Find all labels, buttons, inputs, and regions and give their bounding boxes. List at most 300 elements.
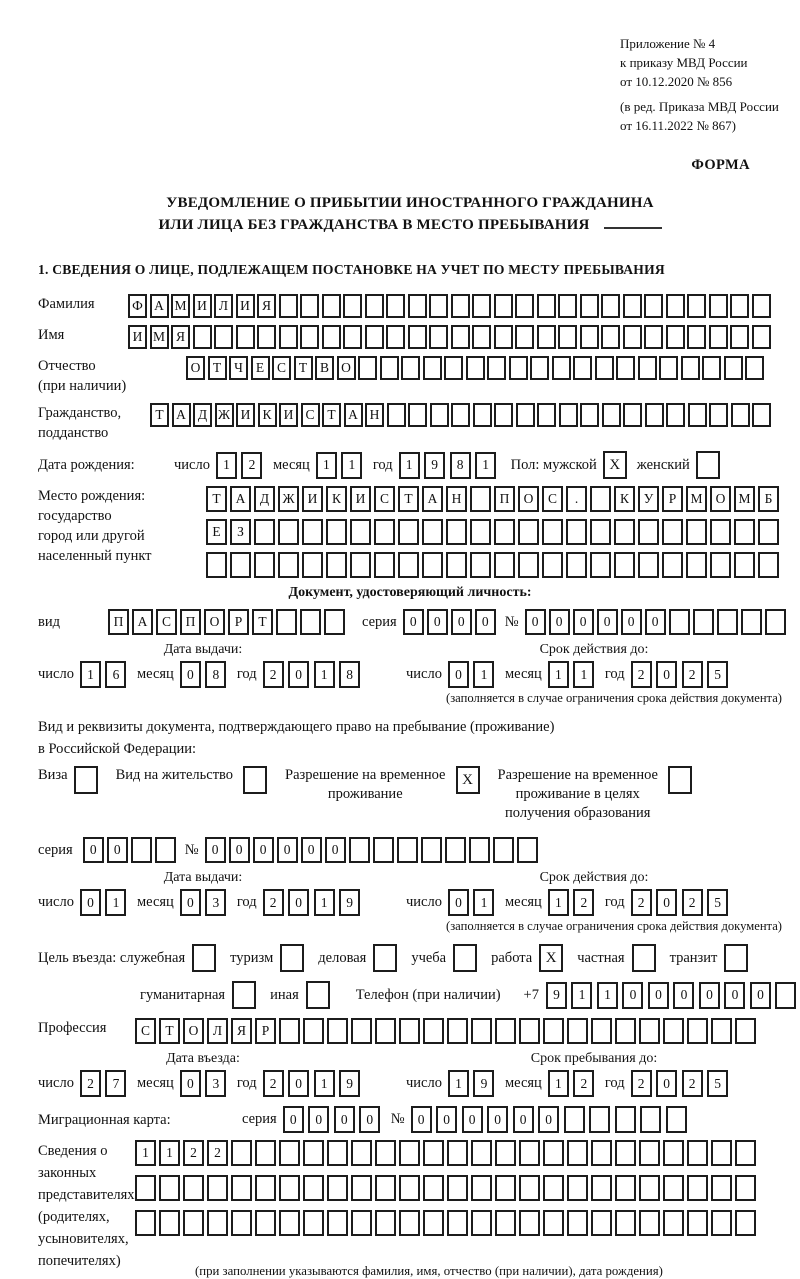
char-box[interactable] bbox=[399, 1018, 420, 1044]
checkbox-inaya[interactable] bbox=[306, 981, 330, 1009]
char-box[interactable] bbox=[735, 1210, 756, 1236]
char-box[interactable]: 2 bbox=[682, 661, 703, 688]
char-box[interactable]: Т bbox=[208, 356, 227, 380]
char-box[interactable] bbox=[155, 837, 176, 863]
char-box[interactable]: 2 bbox=[631, 1070, 652, 1097]
char-box[interactable]: 1 bbox=[548, 661, 569, 688]
char-box[interactable] bbox=[350, 519, 371, 545]
char-box[interactable]: 1 bbox=[159, 1140, 180, 1166]
char-box[interactable]: 0 bbox=[107, 837, 128, 863]
char-box[interactable]: 0 bbox=[549, 609, 570, 635]
char-box[interactable] bbox=[559, 403, 578, 427]
char-box[interactable] bbox=[640, 1106, 661, 1133]
char-box[interactable]: 1 bbox=[105, 889, 126, 916]
char-box[interactable]: 0 bbox=[699, 982, 720, 1009]
char-box[interactable]: Л bbox=[214, 294, 233, 318]
char-box[interactable]: 1 bbox=[548, 889, 569, 916]
char-box[interactable] bbox=[663, 1175, 684, 1201]
char-box[interactable] bbox=[303, 1210, 324, 1236]
char-box[interactable]: К bbox=[326, 486, 347, 512]
char-box[interactable]: 0 bbox=[288, 1070, 309, 1097]
char-box[interactable] bbox=[322, 325, 341, 349]
char-box[interactable] bbox=[639, 1175, 660, 1201]
char-box[interactable]: 0 bbox=[621, 609, 642, 635]
char-box[interactable] bbox=[300, 609, 321, 635]
char-box[interactable] bbox=[470, 552, 491, 578]
char-box[interactable] bbox=[423, 1140, 444, 1166]
char-box[interactable]: 7 bbox=[105, 1070, 126, 1097]
char-box[interactable]: . bbox=[566, 486, 587, 512]
char-box[interactable] bbox=[537, 294, 556, 318]
char-box[interactable] bbox=[343, 325, 362, 349]
char-box[interactable] bbox=[374, 552, 395, 578]
char-box[interactable] bbox=[735, 1175, 756, 1201]
char-box[interactable] bbox=[515, 294, 534, 318]
char-box[interactable]: 9 bbox=[546, 982, 567, 1009]
char-box[interactable]: М bbox=[150, 325, 169, 349]
char-box[interactable]: 1 bbox=[473, 889, 494, 916]
char-box[interactable] bbox=[589, 1106, 610, 1133]
char-box[interactable] bbox=[193, 325, 212, 349]
char-box[interactable]: 0 bbox=[525, 609, 546, 635]
char-box[interactable]: В bbox=[315, 356, 334, 380]
char-box[interactable] bbox=[303, 1175, 324, 1201]
char-box[interactable] bbox=[278, 519, 299, 545]
char-box[interactable] bbox=[303, 1018, 324, 1044]
char-box[interactable]: 0 bbox=[253, 837, 274, 863]
checkbox-chastnaya[interactable] bbox=[632, 944, 656, 972]
char-box[interactable]: 1 bbox=[475, 452, 496, 479]
char-box[interactable]: 1 bbox=[548, 1070, 569, 1097]
char-box[interactable] bbox=[207, 1210, 228, 1236]
char-box[interactable] bbox=[324, 609, 345, 635]
char-box[interactable] bbox=[214, 325, 233, 349]
char-box[interactable]: 0 bbox=[487, 1106, 508, 1133]
char-box[interactable]: 2 bbox=[80, 1070, 101, 1097]
char-box[interactable] bbox=[469, 837, 490, 863]
char-box[interactable] bbox=[758, 519, 779, 545]
char-box[interactable] bbox=[666, 403, 685, 427]
char-box[interactable] bbox=[734, 519, 755, 545]
char-box[interactable] bbox=[639, 1018, 660, 1044]
char-box[interactable]: И bbox=[279, 403, 298, 427]
char-box[interactable] bbox=[446, 552, 467, 578]
char-box[interactable] bbox=[530, 356, 549, 380]
char-box[interactable] bbox=[423, 1175, 444, 1201]
char-box[interactable]: 0 bbox=[656, 661, 677, 688]
char-box[interactable] bbox=[735, 1140, 756, 1166]
char-box[interactable] bbox=[558, 325, 577, 349]
char-box[interactable]: 3 bbox=[205, 889, 226, 916]
char-box[interactable]: 1 bbox=[341, 452, 362, 479]
char-box[interactable]: А bbox=[150, 294, 169, 318]
char-box[interactable] bbox=[580, 325, 599, 349]
char-box[interactable]: Я bbox=[171, 325, 190, 349]
char-box[interactable]: 0 bbox=[656, 1070, 677, 1097]
char-box[interactable] bbox=[343, 294, 362, 318]
char-box[interactable]: 8 bbox=[339, 661, 360, 688]
char-box[interactable] bbox=[602, 403, 621, 427]
char-box[interactable] bbox=[711, 1210, 732, 1236]
char-box[interactable] bbox=[447, 1140, 468, 1166]
char-box[interactable]: Н bbox=[365, 403, 384, 427]
char-box[interactable] bbox=[567, 1175, 588, 1201]
char-box[interactable] bbox=[471, 1175, 492, 1201]
char-box[interactable] bbox=[495, 1175, 516, 1201]
char-box[interactable] bbox=[327, 1140, 348, 1166]
char-box[interactable] bbox=[255, 1140, 276, 1166]
char-box[interactable] bbox=[159, 1175, 180, 1201]
char-box[interactable] bbox=[659, 356, 678, 380]
char-box[interactable] bbox=[135, 1175, 156, 1201]
char-box[interactable]: 0 bbox=[83, 837, 104, 863]
char-box[interactable] bbox=[451, 294, 470, 318]
char-box[interactable] bbox=[518, 519, 539, 545]
char-box[interactable]: 6 bbox=[105, 661, 126, 688]
char-box[interactable]: 2 bbox=[631, 661, 652, 688]
char-box[interactable] bbox=[279, 325, 298, 349]
char-box[interactable]: 1 bbox=[316, 452, 337, 479]
checkbox-ucheba[interactable] bbox=[453, 944, 477, 972]
char-box[interactable] bbox=[662, 519, 683, 545]
char-box[interactable] bbox=[542, 519, 563, 545]
char-box[interactable]: Е bbox=[251, 356, 270, 380]
char-box[interactable] bbox=[711, 1175, 732, 1201]
char-box[interactable] bbox=[471, 1210, 492, 1236]
char-box[interactable] bbox=[687, 1018, 708, 1044]
char-box[interactable] bbox=[495, 1210, 516, 1236]
char-box[interactable]: 0 bbox=[448, 889, 469, 916]
char-box[interactable] bbox=[638, 552, 659, 578]
char-box[interactable] bbox=[518, 552, 539, 578]
char-box[interactable]: 9 bbox=[473, 1070, 494, 1097]
char-box[interactable] bbox=[327, 1018, 348, 1044]
char-box[interactable] bbox=[590, 552, 611, 578]
char-box[interactable] bbox=[398, 552, 419, 578]
char-box[interactable] bbox=[429, 325, 448, 349]
char-box[interactable] bbox=[662, 552, 683, 578]
char-box[interactable]: И bbox=[236, 403, 255, 427]
char-box[interactable]: 1 bbox=[314, 889, 335, 916]
char-box[interactable] bbox=[693, 609, 714, 635]
char-box[interactable]: 1 bbox=[597, 982, 618, 1009]
char-box[interactable]: 0 bbox=[288, 661, 309, 688]
char-box[interactable] bbox=[421, 837, 442, 863]
checkbox-sluzhebnaya[interactable] bbox=[192, 944, 216, 972]
char-box[interactable] bbox=[566, 552, 587, 578]
char-box[interactable] bbox=[327, 1175, 348, 1201]
char-box[interactable] bbox=[638, 519, 659, 545]
char-box[interactable] bbox=[580, 294, 599, 318]
char-box[interactable] bbox=[472, 325, 491, 349]
char-box[interactable] bbox=[408, 325, 427, 349]
char-box[interactable] bbox=[567, 1210, 588, 1236]
char-box[interactable]: 0 bbox=[308, 1106, 329, 1133]
char-box[interactable]: И bbox=[302, 486, 323, 512]
char-box[interactable]: А bbox=[132, 609, 153, 635]
char-box[interactable]: О bbox=[337, 356, 356, 380]
char-box[interactable] bbox=[429, 294, 448, 318]
char-box[interactable]: 2 bbox=[241, 452, 262, 479]
char-box[interactable] bbox=[375, 1140, 396, 1166]
char-box[interactable]: П bbox=[108, 609, 129, 635]
char-box[interactable] bbox=[473, 403, 492, 427]
char-box[interactable] bbox=[487, 356, 506, 380]
char-box[interactable] bbox=[279, 1210, 300, 1236]
char-box[interactable]: 0 bbox=[538, 1106, 559, 1133]
char-box[interactable] bbox=[601, 294, 620, 318]
char-box[interactable] bbox=[731, 403, 750, 427]
char-box[interactable]: 2 bbox=[263, 889, 284, 916]
char-box[interactable] bbox=[495, 1018, 516, 1044]
char-box[interactable] bbox=[542, 552, 563, 578]
char-box[interactable] bbox=[638, 356, 657, 380]
char-box[interactable]: Ж bbox=[215, 403, 234, 427]
char-box[interactable] bbox=[687, 325, 706, 349]
char-box[interactable] bbox=[451, 403, 470, 427]
char-box[interactable] bbox=[451, 325, 470, 349]
char-box[interactable]: 0 bbox=[645, 609, 666, 635]
char-box[interactable] bbox=[322, 294, 341, 318]
char-box[interactable] bbox=[401, 356, 420, 380]
char-box[interactable] bbox=[711, 1018, 732, 1044]
checkbox-residence-permit[interactable] bbox=[243, 766, 267, 794]
char-box[interactable] bbox=[669, 609, 690, 635]
char-box[interactable]: И bbox=[193, 294, 212, 318]
char-box[interactable] bbox=[775, 982, 796, 1009]
char-box[interactable] bbox=[615, 1175, 636, 1201]
char-box[interactable] bbox=[615, 1018, 636, 1044]
char-box[interactable] bbox=[375, 1018, 396, 1044]
checkbox-tranzit[interactable] bbox=[724, 944, 748, 972]
char-box[interactable] bbox=[687, 1175, 708, 1201]
char-box[interactable] bbox=[623, 325, 642, 349]
char-box[interactable]: 0 bbox=[180, 1070, 201, 1097]
char-box[interactable] bbox=[231, 1175, 252, 1201]
char-box[interactable]: 0 bbox=[475, 609, 496, 635]
char-box[interactable] bbox=[278, 552, 299, 578]
char-box[interactable]: Я bbox=[231, 1018, 252, 1044]
char-box[interactable]: И bbox=[128, 325, 147, 349]
char-box[interactable] bbox=[399, 1140, 420, 1166]
char-box[interactable] bbox=[687, 1210, 708, 1236]
char-box[interactable] bbox=[254, 552, 275, 578]
char-box[interactable]: 0 bbox=[180, 661, 201, 688]
char-box[interactable] bbox=[303, 1140, 324, 1166]
char-box[interactable]: Т bbox=[322, 403, 341, 427]
char-box[interactable] bbox=[447, 1175, 468, 1201]
char-box[interactable] bbox=[564, 1106, 585, 1133]
char-box[interactable] bbox=[230, 552, 251, 578]
char-box[interactable] bbox=[257, 325, 276, 349]
char-box[interactable] bbox=[752, 294, 771, 318]
char-box[interactable] bbox=[349, 837, 370, 863]
char-box[interactable]: П bbox=[494, 486, 515, 512]
char-box[interactable] bbox=[231, 1140, 252, 1166]
char-box[interactable] bbox=[537, 403, 556, 427]
char-box[interactable]: Н bbox=[446, 486, 467, 512]
char-box[interactable] bbox=[387, 403, 406, 427]
char-box[interactable]: М bbox=[171, 294, 190, 318]
char-box[interactable] bbox=[494, 403, 513, 427]
char-box[interactable] bbox=[494, 294, 513, 318]
char-box[interactable]: 0 bbox=[229, 837, 250, 863]
char-box[interactable] bbox=[386, 325, 405, 349]
char-box[interactable] bbox=[351, 1210, 372, 1236]
char-box[interactable] bbox=[375, 1175, 396, 1201]
char-box[interactable] bbox=[686, 552, 707, 578]
char-box[interactable] bbox=[537, 325, 556, 349]
char-box[interactable]: 2 bbox=[573, 889, 594, 916]
char-box[interactable]: Ж bbox=[278, 486, 299, 512]
char-box[interactable] bbox=[466, 356, 485, 380]
char-box[interactable] bbox=[552, 356, 571, 380]
char-box[interactable] bbox=[470, 486, 491, 512]
char-box[interactable] bbox=[494, 552, 515, 578]
char-box[interactable]: 0 bbox=[283, 1106, 304, 1133]
char-box[interactable] bbox=[279, 294, 298, 318]
char-box[interactable] bbox=[644, 294, 663, 318]
char-box[interactable] bbox=[730, 294, 749, 318]
char-box[interactable]: С bbox=[542, 486, 563, 512]
char-box[interactable] bbox=[398, 519, 419, 545]
char-box[interactable]: Ч bbox=[229, 356, 248, 380]
char-box[interactable] bbox=[471, 1018, 492, 1044]
checkbox-temp-permit-edu[interactable] bbox=[668, 766, 692, 794]
char-box[interactable]: 5 bbox=[707, 1070, 728, 1097]
char-box[interactable]: 1 bbox=[473, 661, 494, 688]
char-box[interactable] bbox=[573, 356, 592, 380]
char-box[interactable] bbox=[365, 294, 384, 318]
char-box[interactable]: 2 bbox=[631, 889, 652, 916]
char-box[interactable]: 1 bbox=[216, 452, 237, 479]
char-box[interactable] bbox=[183, 1175, 204, 1201]
char-box[interactable] bbox=[724, 356, 743, 380]
char-box[interactable] bbox=[519, 1210, 540, 1236]
char-box[interactable] bbox=[688, 403, 707, 427]
char-box[interactable]: П bbox=[180, 609, 201, 635]
char-box[interactable]: 0 bbox=[451, 609, 472, 635]
char-box[interactable] bbox=[351, 1175, 372, 1201]
char-box[interactable] bbox=[279, 1018, 300, 1044]
char-box[interactable] bbox=[687, 1140, 708, 1166]
char-box[interactable]: С bbox=[374, 486, 395, 512]
char-box[interactable]: 0 bbox=[325, 837, 346, 863]
char-box[interactable]: 0 bbox=[80, 889, 101, 916]
char-box[interactable]: Т bbox=[294, 356, 313, 380]
char-box[interactable] bbox=[374, 519, 395, 545]
char-box[interactable]: 0 bbox=[359, 1106, 380, 1133]
char-box[interactable] bbox=[616, 356, 635, 380]
char-box[interactable]: 1 bbox=[573, 661, 594, 688]
char-box[interactable] bbox=[519, 1140, 540, 1166]
checkbox-rabota[interactable]: X bbox=[539, 944, 563, 972]
char-box[interactable] bbox=[644, 325, 663, 349]
char-box[interactable]: А bbox=[230, 486, 251, 512]
char-box[interactable]: 1 bbox=[314, 1070, 335, 1097]
char-box[interactable]: Д bbox=[193, 403, 212, 427]
char-box[interactable] bbox=[666, 325, 685, 349]
char-box[interactable] bbox=[741, 609, 762, 635]
char-box[interactable] bbox=[236, 325, 255, 349]
char-box[interactable]: 1 bbox=[314, 661, 335, 688]
checkbox-sex-female[interactable] bbox=[696, 451, 720, 479]
char-box[interactable] bbox=[255, 1210, 276, 1236]
char-box[interactable] bbox=[365, 325, 384, 349]
char-box[interactable] bbox=[543, 1018, 564, 1044]
char-box[interactable]: И bbox=[350, 486, 371, 512]
char-box[interactable]: 0 bbox=[180, 889, 201, 916]
char-box[interactable] bbox=[159, 1210, 180, 1236]
char-box[interactable] bbox=[681, 356, 700, 380]
char-box[interactable] bbox=[686, 519, 707, 545]
char-box[interactable] bbox=[471, 1140, 492, 1166]
char-box[interactable]: 0 bbox=[673, 982, 694, 1009]
char-box[interactable]: 0 bbox=[277, 837, 298, 863]
checkbox-delovaya[interactable] bbox=[373, 944, 397, 972]
char-box[interactable] bbox=[666, 1106, 687, 1133]
char-box[interactable]: 2 bbox=[263, 1070, 284, 1097]
char-box[interactable] bbox=[709, 294, 728, 318]
char-box[interactable] bbox=[623, 403, 642, 427]
char-box[interactable]: 0 bbox=[724, 982, 745, 1009]
char-box[interactable] bbox=[447, 1018, 468, 1044]
char-box[interactable] bbox=[422, 519, 443, 545]
checkbox-sex-male[interactable]: X bbox=[603, 451, 627, 479]
char-box[interactable] bbox=[373, 837, 394, 863]
char-box[interactable] bbox=[423, 356, 442, 380]
char-box[interactable] bbox=[591, 1175, 612, 1201]
char-box[interactable]: У bbox=[638, 486, 659, 512]
char-box[interactable] bbox=[351, 1140, 372, 1166]
char-box[interactable]: 1 bbox=[399, 452, 420, 479]
char-box[interactable] bbox=[558, 294, 577, 318]
char-box[interactable] bbox=[351, 1018, 372, 1044]
char-box[interactable] bbox=[515, 325, 534, 349]
char-box[interactable]: 1 bbox=[80, 661, 101, 688]
char-box[interactable] bbox=[591, 1210, 612, 1236]
char-box[interactable]: К bbox=[614, 486, 635, 512]
char-box[interactable] bbox=[639, 1210, 660, 1236]
char-box[interactable]: 8 bbox=[450, 452, 471, 479]
char-box[interactable] bbox=[663, 1210, 684, 1236]
char-box[interactable]: Б bbox=[758, 486, 779, 512]
char-box[interactable] bbox=[663, 1018, 684, 1044]
char-box[interactable] bbox=[615, 1210, 636, 1236]
char-box[interactable]: 0 bbox=[750, 982, 771, 1009]
char-box[interactable] bbox=[493, 837, 514, 863]
char-box[interactable]: Р bbox=[228, 609, 249, 635]
char-box[interactable]: 0 bbox=[403, 609, 424, 635]
char-box[interactable] bbox=[590, 519, 611, 545]
char-box[interactable] bbox=[408, 403, 427, 427]
char-box[interactable] bbox=[752, 325, 771, 349]
char-box[interactable]: 0 bbox=[597, 609, 618, 635]
char-box[interactable]: С bbox=[301, 403, 320, 427]
char-box[interactable] bbox=[543, 1140, 564, 1166]
char-box[interactable] bbox=[758, 552, 779, 578]
char-box[interactable]: Т bbox=[206, 486, 227, 512]
char-box[interactable]: О bbox=[710, 486, 731, 512]
char-box[interactable]: Ф bbox=[128, 294, 147, 318]
char-box[interactable] bbox=[326, 552, 347, 578]
char-box[interactable] bbox=[300, 325, 319, 349]
char-box[interactable] bbox=[623, 294, 642, 318]
char-box[interactable] bbox=[386, 294, 405, 318]
char-box[interactable] bbox=[765, 609, 786, 635]
char-box[interactable]: К bbox=[258, 403, 277, 427]
char-box[interactable] bbox=[422, 552, 443, 578]
